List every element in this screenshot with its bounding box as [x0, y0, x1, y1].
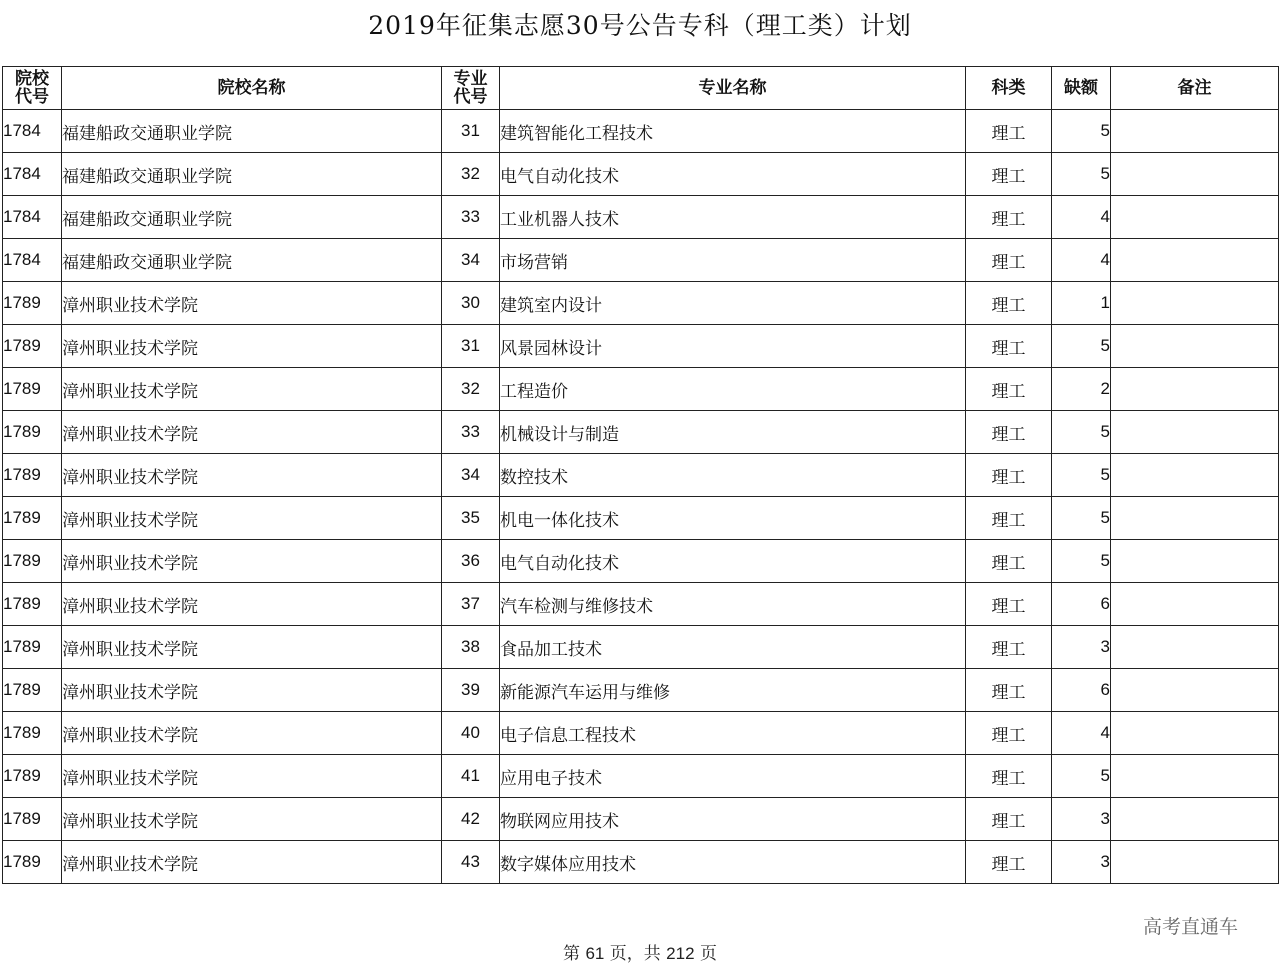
table-row [3, 583, 1279, 626]
cell-school-name: 漳州职业技术学院 [62, 368, 442, 411]
cell-school-name: 漳州职业技术学院 [62, 583, 442, 626]
cell-major-code: 33 [442, 411, 500, 454]
cell-major-name: 工业机器人技术 [500, 196, 966, 239]
cell-major-name: 机械设计与制造 [500, 411, 966, 454]
footer-middle: 页，共 [609, 944, 661, 964]
cell-remark [1111, 239, 1279, 282]
footer-suffix: 页 [699, 944, 717, 964]
cell-school-name: 漳州职业技术学院 [62, 282, 442, 325]
cell-remark [1111, 583, 1279, 626]
table-header-row [3, 67, 1279, 110]
cell-major-code: 32 [442, 368, 500, 411]
cell-major-name: 风景园林设计 [500, 325, 966, 368]
cell-quota: 5 [1052, 110, 1111, 153]
cell-major-name: 食品加工技术 [500, 626, 966, 669]
cell-quota: 6 [1052, 669, 1111, 712]
cell-school-code: 1784 [3, 239, 62, 282]
cell-category: 理工 [966, 282, 1052, 325]
cell-remark [1111, 626, 1279, 669]
cell-school-name: 漳州职业技术学院 [62, 798, 442, 841]
cell-major-name: 数控技术 [500, 454, 966, 497]
cell-major-name: 市场营销 [500, 239, 966, 282]
cell-major-code: 32 [442, 153, 500, 196]
cell-quota: 5 [1052, 153, 1111, 196]
cell-category: 理工 [966, 454, 1052, 497]
cell-category: 理工 [966, 755, 1052, 798]
cell-school-code: 1789 [3, 282, 62, 325]
cell-major-name: 新能源汽车运用与维修 [500, 669, 966, 712]
cell-school-code: 1789 [3, 497, 62, 540]
cell-school-code: 1789 [3, 540, 62, 583]
cell-remark [1111, 368, 1279, 411]
cell-school-name: 福建船政交通职业学院 [62, 239, 442, 282]
cell-major-code: 31 [442, 325, 500, 368]
cell-major-name: 电子信息工程技术 [500, 712, 966, 755]
cell-quota: 5 [1052, 497, 1111, 540]
table-body [3, 110, 1279, 884]
cell-quota: 4 [1052, 196, 1111, 239]
header-school-code [3, 67, 62, 110]
cell-school-name: 漳州职业技术学院 [62, 454, 442, 497]
table-row [3, 669, 1279, 712]
cell-school-name: 漳州职业技术学院 [62, 497, 442, 540]
cell-school-name: 漳州职业技术学院 [62, 540, 442, 583]
cell-school-name: 漳州职业技术学院 [62, 841, 442, 884]
cell-school-code: 1784 [3, 196, 62, 239]
header-major-code [442, 67, 500, 110]
table-row [3, 798, 1279, 841]
cell-school-code: 1789 [3, 669, 62, 712]
cell-category: 理工 [966, 368, 1052, 411]
cell-major-name: 机电一体化技术 [500, 497, 966, 540]
cell-school-code: 1789 [3, 626, 62, 669]
cell-quota: 5 [1052, 325, 1111, 368]
header-quota: 缺额 [1052, 67, 1111, 110]
cell-remark [1111, 798, 1279, 841]
watermark-text: 高考直通车 [1143, 916, 1239, 938]
cell-quota: 1 [1052, 282, 1111, 325]
cell-category: 理工 [966, 540, 1052, 583]
cell-quota: 5 [1052, 411, 1111, 454]
cell-major-code: 42 [442, 798, 500, 841]
cell-remark [1111, 454, 1279, 497]
table-row [3, 196, 1279, 239]
cell-school-name: 漳州职业技术学院 [62, 669, 442, 712]
header-category: 科类 [966, 67, 1052, 110]
enrollment-plan-table [2, 66, 1279, 884]
cell-category: 理工 [966, 411, 1052, 454]
cell-remark [1111, 497, 1279, 540]
cell-major-name: 工程造价 [500, 368, 966, 411]
cell-quota: 6 [1052, 583, 1111, 626]
table-row [3, 153, 1279, 196]
cell-quota: 5 [1052, 454, 1111, 497]
table-row [3, 712, 1279, 755]
cell-school-code: 1789 [3, 583, 62, 626]
cell-school-name: 福建船政交通职业学院 [62, 153, 442, 196]
cell-quota: 3 [1052, 798, 1111, 841]
cell-major-name: 数字媒体应用技术 [500, 841, 966, 884]
cell-remark [1111, 540, 1279, 583]
cell-major-name: 物联网应用技术 [500, 798, 966, 841]
cell-major-name: 应用电子技术 [500, 755, 966, 798]
cell-major-code: 33 [442, 196, 500, 239]
header-major-name: 专业名称 [500, 67, 966, 110]
table-row [3, 411, 1279, 454]
cell-remark [1111, 755, 1279, 798]
table-row [3, 325, 1279, 368]
cell-major-code: 31 [442, 110, 500, 153]
page-title: 2019年征集志愿30号公告专科（理工类）计划 [368, 11, 912, 40]
cell-school-code: 1784 [3, 153, 62, 196]
footer-total-pages: 212 [666, 944, 695, 963]
cell-major-name: 汽车检测与维修技术 [500, 583, 966, 626]
table-row [3, 110, 1279, 153]
cell-major-code: 39 [442, 669, 500, 712]
header-school-name: 院校名称 [62, 67, 442, 110]
cell-quota: 4 [1052, 239, 1111, 282]
cell-category: 理工 [966, 196, 1052, 239]
cell-major-code: 34 [442, 454, 500, 497]
cell-quota: 2 [1052, 368, 1111, 411]
cell-remark [1111, 669, 1279, 712]
cell-remark [1111, 110, 1279, 153]
cell-major-code: 36 [442, 540, 500, 583]
cell-category: 理工 [966, 497, 1052, 540]
cell-category: 理工 [966, 110, 1052, 153]
cell-category: 理工 [966, 153, 1052, 196]
cell-category: 理工 [966, 239, 1052, 282]
cell-school-code: 1789 [3, 454, 62, 497]
cell-quota: 4 [1052, 712, 1111, 755]
page-footer [0, 939, 1280, 964]
cell-category: 理工 [966, 841, 1052, 884]
cell-major-code: 37 [442, 583, 500, 626]
cell-school-code: 1789 [3, 325, 62, 368]
cell-school-code: 1784 [3, 110, 62, 153]
cell-quota: 3 [1052, 841, 1111, 884]
cell-quota: 3 [1052, 626, 1111, 669]
cell-category: 理工 [966, 626, 1052, 669]
cell-quota: 5 [1052, 540, 1111, 583]
cell-major-name: 建筑室内设计 [500, 282, 966, 325]
cell-school-name: 漳州职业技术学院 [62, 626, 442, 669]
cell-school-name: 漳州职业技术学院 [62, 712, 442, 755]
cell-major-code: 40 [442, 712, 500, 755]
cell-remark [1111, 153, 1279, 196]
cell-school-name: 福建船政交通职业学院 [62, 196, 442, 239]
table-row [3, 626, 1279, 669]
header-remark: 备注 [1111, 67, 1279, 110]
cell-school-code: 1789 [3, 841, 62, 884]
cell-remark [1111, 841, 1279, 884]
header-major-code-text: 专业 代号 [453, 69, 488, 107]
cell-school-name: 漳州职业技术学院 [62, 411, 442, 454]
table-row [3, 239, 1279, 282]
cell-category: 理工 [966, 325, 1052, 368]
table-row [3, 368, 1279, 411]
footer-page-number: 61 [585, 944, 605, 963]
cell-school-name: 福建船政交通职业学院 [62, 110, 442, 153]
cell-remark [1111, 282, 1279, 325]
cell-category: 理工 [966, 583, 1052, 626]
cell-major-code: 41 [442, 755, 500, 798]
cell-category: 理工 [966, 712, 1052, 755]
cell-school-name: 漳州职业技术学院 [62, 755, 442, 798]
cell-school-name: 漳州职业技术学院 [62, 325, 442, 368]
cell-major-name: 电气自动化技术 [500, 540, 966, 583]
cell-school-code: 1789 [3, 798, 62, 841]
cell-major-code: 30 [442, 282, 500, 325]
footer-prefix: 第 [563, 944, 581, 964]
cell-school-code: 1789 [3, 712, 62, 755]
table-row [3, 841, 1279, 884]
table-row [3, 540, 1279, 583]
cell-remark [1111, 712, 1279, 755]
cell-major-code: 34 [442, 239, 500, 282]
cell-major-code: 43 [442, 841, 500, 884]
table-row [3, 755, 1279, 798]
header-school-code-text: 院校 代号 [15, 69, 49, 107]
cell-school-code: 1789 [3, 368, 62, 411]
cell-category: 理工 [966, 798, 1052, 841]
table-row [3, 454, 1279, 497]
cell-major-name: 建筑智能化工程技术 [500, 110, 966, 153]
cell-major-code: 38 [442, 626, 500, 669]
cell-school-code: 1789 [3, 411, 62, 454]
cell-remark [1111, 325, 1279, 368]
cell-quota: 5 [1052, 755, 1111, 798]
cell-remark [1111, 196, 1279, 239]
cell-major-code: 35 [442, 497, 500, 540]
table-row [3, 282, 1279, 325]
cell-school-code: 1789 [3, 755, 62, 798]
table-row [3, 497, 1279, 540]
cell-remark [1111, 411, 1279, 454]
cell-major-name: 电气自动化技术 [500, 153, 966, 196]
cell-category: 理工 [966, 669, 1052, 712]
